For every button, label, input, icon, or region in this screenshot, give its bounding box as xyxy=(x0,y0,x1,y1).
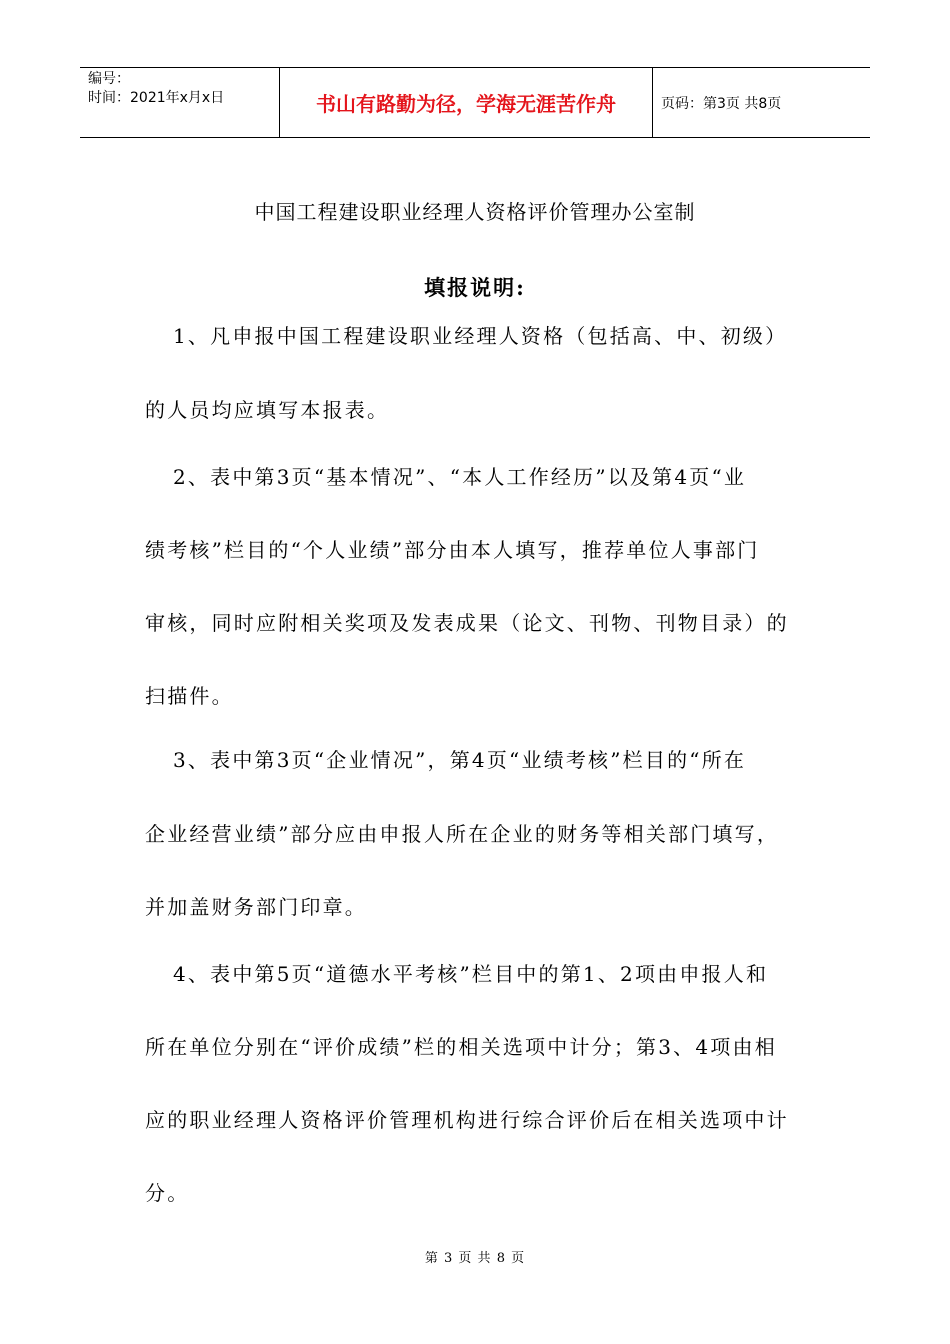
paragraph-4-line-2: 所在单位分别在“评价成绩”栏的相关选项中计分；第3、4项由相 xyxy=(145,1035,777,1059)
paragraph-2-line-4: 扫描件。 xyxy=(145,684,234,708)
paragraph-4-line-1: 4、表中第5页“道德水平考核”栏目中的第1、2项由申报人和 xyxy=(173,962,769,986)
header-meta-cell xyxy=(80,68,280,137)
header-motto: 书山有路勤为径，学海无涯苦作舟 xyxy=(280,68,653,137)
page-header-table xyxy=(80,67,870,138)
paragraph-2-line-3: 审核，同时应附相关奖项及发表成果（论文、刊物、刊物目录）的 xyxy=(145,611,789,635)
page-footer: 第 3 页 共 8 页 xyxy=(424,1251,526,1266)
org-title: 中国工程建设职业经理人资格评价管理办公室制 xyxy=(254,200,696,224)
paragraph-3-line-2: 企业经营业绩”部分应由申报人所在企业的财务等相关部门填写， xyxy=(145,822,780,846)
number-label: 编号： xyxy=(88,71,130,87)
paragraph-4-line-3: 应的职业经理人资格评价管理机构进行综合评价后在相关选项中计 xyxy=(145,1108,789,1132)
section-heading: 填报说明: xyxy=(424,275,526,300)
paragraph-3-line-1: 3、表中第3页“企业情况”，第4页“业绩考核”栏目的“所在 xyxy=(173,748,747,772)
paragraph-1-line-2: 的人员均应填写本报表。 xyxy=(145,398,390,422)
paragraph-2-line-1: 2、表中第3页“基本情况”、“本人工作经历”以及第4页“业 xyxy=(173,465,747,489)
time-label: 时间：2021年x月x日 xyxy=(88,90,225,106)
paragraph-1-line-1: 1、凡申报中国工程建设职业经理人资格（包括高、中、初级） xyxy=(173,324,788,348)
paragraph-2-line-2: 绩考核”栏目的“个人业绩”部分由本人填写，推荐单位人事部门 xyxy=(145,538,760,562)
header-page-info: 页码：第3页 共8页 xyxy=(661,95,782,112)
paragraph-4-line-4: 分。 xyxy=(145,1181,190,1205)
paragraph-3-line-3: 并加盖财务部门印章。 xyxy=(145,895,367,919)
